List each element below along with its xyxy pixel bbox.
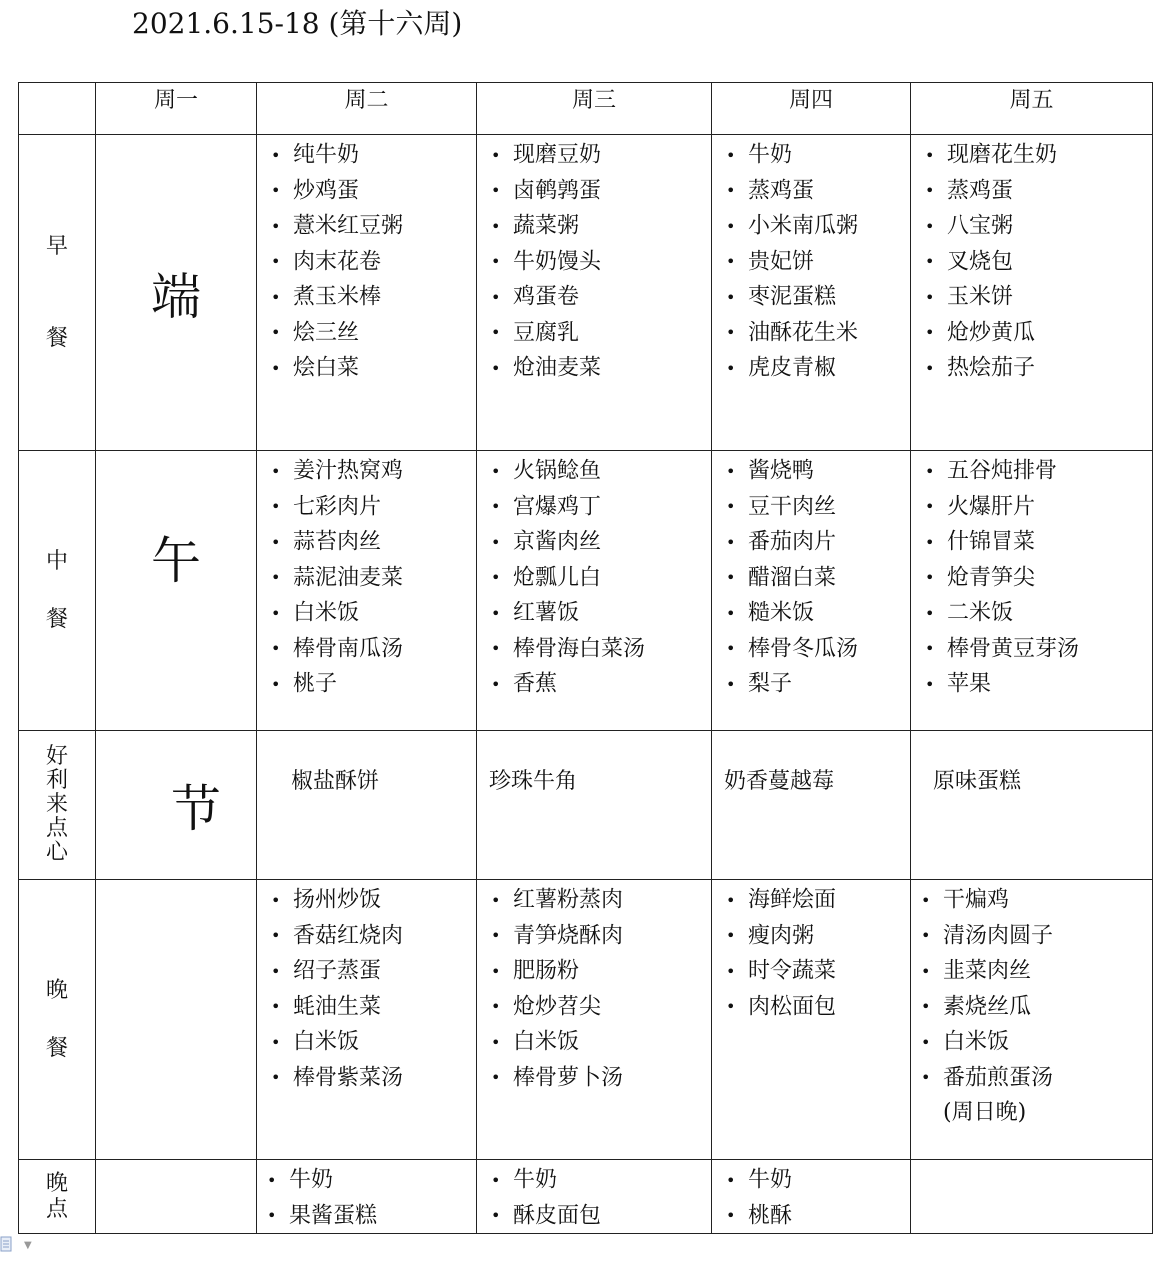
menu-item [925,560,1152,596]
menu-item [271,208,476,244]
bullet-icon: • [491,1032,501,1052]
bullet-icon: • [271,181,281,200]
breakfast-tuesday [257,135,477,451]
menu-item [491,666,711,702]
menu-item-label: 瘦肉粥 [748,923,815,948]
menu-item [925,666,1152,702]
bullet-icon: • [271,603,281,623]
bullet-icon: • [726,287,736,307]
menu-item [491,244,711,280]
night-snack-monday [96,1160,257,1234]
bullet-icon: • [271,252,281,271]
bullet-icon: • [271,674,281,694]
menu-item-label: 豆干肉丝 [748,494,837,519]
bullet-icon: • [491,890,501,910]
menu-item [271,560,476,596]
menu-item-label: 苹果 [947,671,992,697]
bullet-icon: • [491,497,501,516]
bullet-icon: • [271,1032,281,1052]
menu-item-label: 红薯粉蒸肉 [513,887,624,913]
dinner-monday [96,880,257,1160]
menu-item-label: 卤鹌鹑蛋 [513,178,602,203]
menu-item [271,315,476,351]
menu-item-label: 棒骨海白菜汤 [513,636,646,661]
bullet-icon: • [726,323,736,342]
bullet-icon: • [491,1206,501,1225]
bullet-icon: • [726,997,736,1016]
bullet-icon: • [726,639,736,658]
night-snack-row [19,1160,1153,1234]
breakfast-wednesday [477,135,712,451]
menu-item-label: 蒸鸡蛋 [748,178,815,203]
menu-item-label: 火锅鲶鱼 [513,458,602,484]
bullet-icon: • [491,461,501,481]
menu-item-label: 果酱蛋糕 [289,1203,378,1228]
dinner-thursday [712,880,911,1160]
menu-item-label: 炒鸡蛋 [293,178,360,203]
menu-item-label: 火爆肝片 [947,494,1036,519]
menu-item [271,244,476,280]
bullet-icon: • [491,252,501,271]
bullet-icon: • [267,1170,277,1190]
bullet-icon: • [726,603,736,623]
menu-item-label: 八宝粥 [947,213,1014,239]
bullet-icon: • [491,926,501,945]
menu-item-label: 白米饭 [293,600,360,626]
menu-item-label: 韭菜肉丝 [943,958,1032,984]
menu-item [925,489,1152,525]
menu-item [271,350,476,386]
bullet-icon: • [491,639,501,658]
menu-item [491,595,711,631]
document-corner-icon [0,1236,14,1254]
menu-item [491,489,711,525]
menu-item [726,279,910,315]
menu-item-label: 枣泥蛋糕 [748,284,837,310]
dinner-label: 晚 餐 [19,880,96,1160]
breakfast-thursday [712,135,911,451]
menu-item [271,882,476,918]
menu-item [921,1060,1152,1096]
breakfast-row [19,135,1153,451]
menu-item [491,137,711,173]
menu-item-label: 青笋烧酥肉 [513,923,624,948]
menu-item-label: 红薯饭 [513,600,580,626]
bullet-icon: • [925,216,935,236]
menu-item-label: 什锦冒菜 [947,529,1036,555]
menu-item [271,524,476,560]
menu-item-label: 薏米红豆粥 [293,213,404,239]
menu-item-label: 扬州炒饭 [293,887,382,913]
menu-item-label: 蒜苔肉丝 [293,529,382,555]
bullet-icon: • [491,961,501,981]
bullet-icon: • [491,568,501,587]
header-wednesday: 周三 [477,83,712,135]
menu-item-label: 姜汁热窝鸡 [293,458,404,484]
bullet-icon: • [271,890,281,910]
bullet-icon: • [726,1170,736,1190]
bullet-icon: • [271,1068,281,1087]
bullet-icon: • [491,216,501,236]
menu-item [925,350,1152,386]
bullet-icon: • [925,287,935,307]
snack-tuesday: 椒盐酥饼 [257,731,477,880]
menu-item [726,208,910,244]
menu-item-label: 蒸鸡蛋 [947,178,1014,203]
bullet-icon: • [921,890,931,910]
header-tuesday: 周二 [257,83,477,135]
header-row [19,83,1153,135]
menu-item-label: 梨子 [748,671,793,697]
bullet-icon: • [271,287,281,307]
menu-item-label: 醋溜白菜 [748,565,837,590]
menu-item-label: 烩三丝 [293,320,360,345]
menu-item-label: 炝炒苕尖 [513,994,602,1019]
snack-row [19,731,1153,880]
menu-item [925,595,1152,631]
menu-item [491,1162,711,1198]
menu-item-label: 二米饭 [947,600,1014,626]
menu-item-label: 牛奶 [513,1167,558,1193]
menu-item [726,524,910,560]
bullet-icon: • [925,674,935,694]
bullet-icon: • [921,997,931,1016]
header-corner-cell [19,83,96,135]
menu-item [491,953,711,989]
menu-item-label: 炝炒黄瓜 [947,320,1036,345]
menu-item [491,1198,711,1234]
bullet-icon: • [726,181,736,200]
menu-item-label: 京酱肉丝 [513,529,602,555]
bullet-icon: • [491,145,501,165]
bullet-icon: • [491,1068,501,1087]
menu-item-label: 牛奶 [748,142,793,168]
menu-item [491,350,711,386]
menu-item-label: 玉米饼 [947,284,1014,310]
bullet-icon: • [491,181,501,200]
menu-item-label: 棒骨南瓜汤 [293,636,404,661]
bullet-icon: • [726,674,736,694]
menu-item-label: 绍子蒸蛋 [293,958,382,984]
menu-item [491,315,711,351]
menu-item [271,953,476,989]
menu-item-label: 酱烧鸭 [748,458,815,484]
bullet-icon: • [491,323,501,342]
lunch-row [19,451,1153,731]
lunch-tuesday [257,451,477,731]
bullet-icon: • [726,497,736,516]
snack-wednesday: 珍珠牛角 [477,731,712,880]
header-friday: 周五 [911,83,1153,135]
bullet-icon: • [491,674,501,694]
menu-item-label: 鸡蛋卷 [513,284,580,310]
dinner-wednesday [477,880,712,1160]
menu-item-label: 白米饭 [513,1029,580,1055]
holiday-char-jie: 节 [96,731,257,880]
menu-item-label: 肉松面包 [748,994,837,1019]
menu-item [491,918,711,954]
menu-item [726,882,910,918]
menu-item-label: 香菇红烧肉 [293,923,404,948]
bullet-icon: • [491,603,501,623]
dinner-friday-note: (周日晚) [943,1100,1027,1125]
menu-item-label: 烩白菜 [293,355,360,381]
night-snack-wednesday [477,1160,712,1234]
menu-item [921,882,1152,918]
menu-item-label: 素烧丝瓜 [943,994,1032,1019]
holiday-char-wu: 午 [96,451,257,731]
bullet-icon: • [726,1206,736,1225]
menu-item [271,631,476,667]
lunch-friday [911,451,1153,731]
bullet-icon: • [726,532,736,552]
bullet-icon: • [726,890,736,910]
menu-item [267,1198,476,1234]
menu-item [491,631,711,667]
bullet-icon: • [491,532,501,552]
menu-item [491,524,711,560]
menu-item-label: 肉末花卷 [293,249,382,274]
bullet-icon: • [271,216,281,236]
bullet-icon: • [726,216,736,236]
bullet-icon: • [726,926,736,945]
bullet-icon: • [925,323,935,342]
bullet-icon: • [271,926,281,945]
bullet-icon: • [726,358,736,378]
menu-item [271,666,476,702]
menu-item [726,173,910,209]
bullet-icon: • [921,961,931,981]
menu-item-label: 叉烧包 [947,249,1014,274]
night-snack-label: 晚 点 [19,1160,96,1234]
menu-item-label: 清汤肉圆子 [943,923,1054,948]
menu-item [271,1060,476,1096]
weekly-menu-table [18,82,1153,1234]
snack-friday: 原味蛋糕 [911,731,1153,880]
menu-item [921,953,1152,989]
lunch-thursday [712,451,911,731]
menu-item-label: 肥肠粉 [513,958,580,984]
menu-item-label: 炝青笋尖 [947,565,1036,590]
menu-item-label: 牛奶馒头 [513,249,602,274]
menu-item [925,631,1152,667]
menu-item [491,208,711,244]
bullet-icon: • [271,145,281,165]
menu-item-label: 桃酥 [748,1203,793,1228]
menu-item [271,173,476,209]
menu-item [726,244,910,280]
bullet-icon: • [925,639,935,658]
holiday-char-duan: 端 [96,135,257,451]
bullet-icon: • [271,323,281,342]
bullet-icon: • [491,358,501,378]
bullet-icon: • [726,145,736,165]
bullet-icon: • [925,568,935,587]
bullet-icon: • [726,568,736,587]
bullet-icon: • [271,532,281,552]
menu-item [726,1198,910,1234]
bullet-icon: • [271,358,281,378]
menu-item [726,137,910,173]
menu-item [491,1060,711,1096]
menu-item [491,882,711,918]
menu-item [491,560,711,596]
menu-item [726,350,910,386]
menu-item-label: 炝瓢儿白 [513,565,602,590]
menu-item-label: 白米饭 [943,1029,1010,1055]
bullet-icon: • [925,358,935,378]
bullet-icon: • [925,603,935,623]
menu-item-label: 时令蔬菜 [748,958,837,984]
menu-item-label: 干煸鸡 [943,887,1010,913]
dinner-tuesday [257,880,477,1160]
breakfast-friday [911,135,1153,451]
menu-item [726,489,910,525]
menu-item [726,989,910,1025]
header-thursday: 周四 [712,83,911,135]
bullet-icon: • [726,252,736,271]
bullet-icon: • [267,1206,277,1225]
menu-item [726,560,910,596]
menu-item [271,918,476,954]
menu-item [925,173,1152,209]
menu-item-label: 海鲜烩面 [748,887,837,913]
menu-item [925,137,1152,173]
menu-item [925,279,1152,315]
dinner-row [19,880,1153,1160]
menu-item-label: 棒骨冬瓜汤 [748,636,859,661]
bullet-icon: • [726,961,736,981]
bullet-icon: • [271,961,281,981]
menu-item [491,453,711,489]
dropdown-arrow-icon[interactable]: ▼ [24,1240,32,1251]
bullet-icon: • [925,145,935,165]
menu-item-label: 糙米饭 [748,600,815,626]
bullet-icon: • [271,568,281,587]
bullet-icon: • [925,461,935,481]
bullet-icon: • [491,997,501,1016]
menu-item-label: 热烩茄子 [947,355,1036,381]
menu-item [271,279,476,315]
menu-item [726,953,910,989]
bullet-icon: • [925,181,935,200]
menu-item [921,1024,1152,1060]
menu-item-label: 宫爆鸡丁 [513,494,602,519]
menu-item-label: 五谷炖排骨 [947,458,1058,484]
menu-item-label: 桃子 [293,671,338,697]
header-monday: 周一 [96,83,257,135]
lunch-wednesday [477,451,712,731]
menu-item-label: 牛奶 [748,1167,793,1193]
dinner-friday [911,880,1153,1160]
menu-item-label: 香蕉 [513,671,558,697]
menu-item-label: 白米饭 [293,1029,360,1055]
menu-item-label: 棒骨萝卜汤 [513,1065,624,1090]
menu-item-label: 棒骨黄豆芽汤 [947,636,1080,661]
menu-item-label: 现磨豆奶 [513,142,602,168]
bullet-icon: • [271,461,281,481]
menu-item-label: 蔬菜粥 [513,213,580,239]
menu-item-label: 煮玉米棒 [293,284,382,310]
snack-thursday: 奶香蔓越莓 [712,731,911,880]
night-snack-tuesday [257,1160,477,1234]
menu-item [271,137,476,173]
menu-item [925,524,1152,560]
bullet-icon: • [491,287,501,307]
bullet-icon: • [271,639,281,658]
menu-item-label: 现磨花生奶 [947,142,1058,168]
bullet-icon: • [921,926,931,945]
bullet-icon: • [925,252,935,271]
night-snack-friday [911,1160,1153,1234]
menu-item [726,1162,910,1198]
bullet-icon: • [271,497,281,516]
menu-item [921,918,1152,954]
menu-item [491,279,711,315]
snack-label: 好 利 来 点 心 [19,731,96,880]
menu-item-label: 牛奶 [289,1167,334,1193]
menu-item-label: 番茄煎蛋汤 [943,1065,1054,1090]
menu-item [491,1024,711,1060]
menu-item [271,595,476,631]
bullet-icon: • [491,1170,501,1190]
bullet-icon: • [925,497,935,516]
menu-item-label: 小米南瓜粥 [748,213,859,239]
menu-item [726,595,910,631]
menu-item [271,453,476,489]
bullet-icon: • [921,1068,931,1087]
menu-item [925,315,1152,351]
menu-item-label: 纯牛奶 [293,142,360,168]
menu-item-label: 豆腐乳 [513,320,580,345]
menu-item-label: 虎皮青椒 [748,355,837,381]
bullet-icon: • [921,1032,931,1052]
lunch-label: 中 餐 [19,451,96,731]
menu-item [491,173,711,209]
menu-item [726,631,910,667]
menu-item [726,315,910,351]
menu-item-label: 七彩肉片 [293,494,382,519]
menu-item-label: 酥皮面包 [513,1203,602,1228]
breakfast-label: 早 餐 [19,135,96,451]
menu-item [726,918,910,954]
menu-item-label: 棒骨紫菜汤 [293,1065,404,1090]
bullet-icon: • [271,997,281,1016]
menu-item [271,489,476,525]
menu-item-label: 炝油麦菜 [513,355,602,381]
menu-item-label: 蚝油生菜 [293,994,382,1019]
menu-item [267,1162,476,1198]
menu-item-label: 番茄肉片 [748,529,837,555]
menu-item [925,244,1152,280]
page-title: 2021.6.15-18 (第十六周) [132,7,463,40]
menu-item-label: 贵妃饼 [748,249,815,274]
menu-item [271,989,476,1025]
menu-item-label: 蒜泥油麦菜 [293,565,404,590]
menu-item [925,453,1152,489]
bullet-icon: • [726,461,736,481]
menu-item [726,453,910,489]
menu-item [726,666,910,702]
menu-item [271,1024,476,1060]
menu-item-label: 油酥花生米 [748,320,859,345]
menu-item [491,989,711,1025]
menu-item [921,989,1152,1025]
bullet-icon: • [925,532,935,552]
menu-item [925,208,1152,244]
night-snack-thursday [712,1160,911,1234]
